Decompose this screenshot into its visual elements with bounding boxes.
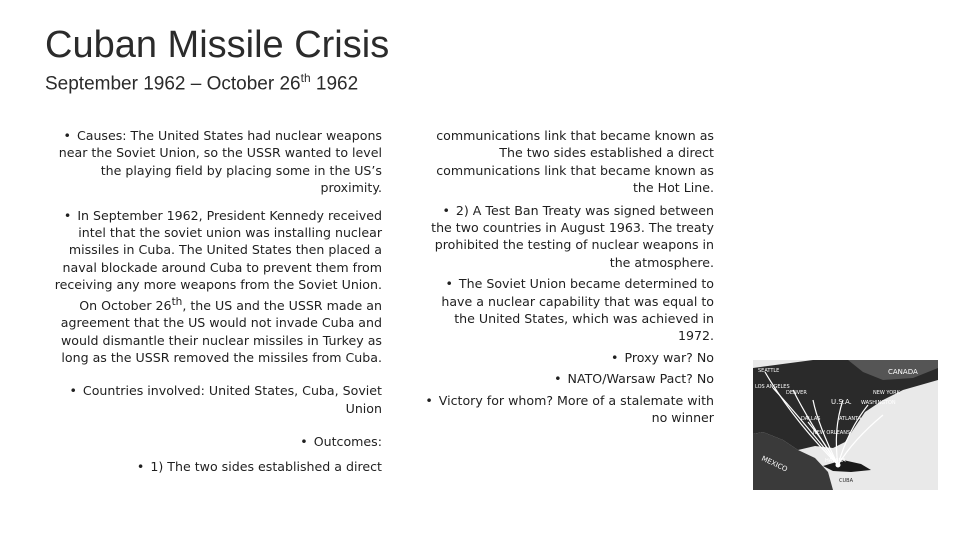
nato-bullet: • NATO/Warsaw Pact? No [420,370,714,387]
kennedy-text: In September 1962, President Kennedy received intel that the soviet union was installing nuclear missiles in Cuba. The United States then placed a naval blockade around Cuba to prevent them from receiving any more weapons from the Soviet Union. On October 26 [54,207,382,313]
subtitle-superscript: th [300,71,311,85]
map-label: U.S.A. [831,398,852,406]
map-label: LOS ANGELES [755,384,790,390]
map-label: MEXICO [760,454,789,474]
map-label: ATLANTA [839,416,862,422]
victory-bullet: • Victory for whom? More of a stalemate with no winner [420,392,714,427]
missile-range-map [753,360,938,490]
kennedy-text-rest: , the US and the USSR made an agreement that the US would not invade Cuba and would dismantle their nuclear missiles in Turkey as long as the USSR removed the missiles from Cuba. [60,297,382,366]
map-label: DENVER [786,390,807,396]
kennedy-superscript: th [171,295,183,308]
map-label: SEATTLE [758,368,780,374]
map-label: HAVANA [825,458,846,464]
subtitle-text: September 1962 – October 26 [45,73,301,95]
map-label: CANADA [888,368,918,376]
left-text-column [40,127,382,475]
outcomes-bullet: • Outcomes: [40,433,382,450]
kennedy-bullet [40,207,382,367]
outcome-1-bullet: • 1) The two sides established a direct [40,458,382,475]
slide-title: Cuban Missile Crisis [45,24,390,66]
proxy-war-bullet: • Proxy war? No [420,349,714,366]
map-label: DALLAS [801,416,821,422]
map-label: NEW ORLEANS [813,430,851,436]
right-text-column [420,127,714,427]
outcome-2-bullet: • 2) A Test Ban Treaty was signed between the two countries in August 1963. The treaty prohibited the testing of nuclear weapons in the atmosphere. [420,202,714,272]
slide-subtitle [45,71,358,95]
subtitle-year: 1962 [310,73,359,95]
soviet-capability-bullet: • The Soviet Union became determined to have a nuclear capability that was equal to the United States, which was achieved in 1972. [420,275,714,345]
causes-bullet: • Causes: The United States had nuclear weapons near the Soviet Union, so the USSR wanted to level the playing field by placing some in the US’s proximity. [40,127,382,197]
map-label: WASHINGTON [861,400,896,406]
map-label: CUBA [839,478,854,484]
hotline-continuation: communications link that became known as The two sides established a direct communications link that became known as the Hot Line. [436,128,714,196]
countries-bullet: • Countries involved: United States, Cuba, Soviet Union [40,382,382,417]
map-label: NEW YORK [873,390,900,396]
